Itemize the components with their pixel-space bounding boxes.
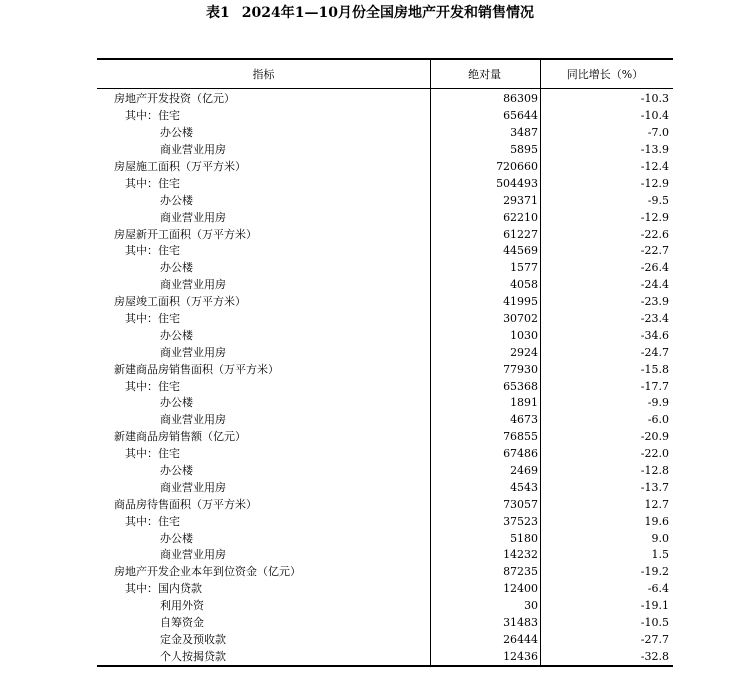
indicator-cell: 其中：住宅: [125, 312, 180, 326]
indicator-cell: 办公楼: [160, 126, 193, 140]
yoy-growth-cell: -24.7: [541, 344, 673, 361]
yoy-growth-cell: -12.9: [541, 209, 673, 226]
indicator-cell: 办公楼: [160, 193, 193, 207]
absolute-value-cell: 1030: [431, 327, 541, 344]
table-row: [97, 243, 673, 260]
yoy-growth-cell: 1.5: [541, 547, 673, 564]
table-row: [97, 311, 673, 328]
indicator-cell: 商业营业用房: [160, 548, 226, 562]
absolute-value-cell: 504493: [431, 175, 541, 192]
indicator-cell: 其中：住宅: [125, 244, 180, 258]
indicator-cell: 房屋施工面积（万平方米）: [114, 160, 246, 173]
absolute-value-cell: 87235: [431, 564, 541, 581]
indicator-cell: 其中：住宅: [125, 379, 180, 393]
absolute-value-cell: 5895: [431, 142, 541, 159]
table-row: [97, 581, 673, 598]
table-row: [97, 463, 673, 480]
indicator-cell: 其中：住宅: [125, 514, 180, 528]
header-indicator: 指标: [97, 59, 431, 89]
indicator-cell: 房屋新开工面积（万平方米）: [114, 227, 257, 241]
yoy-growth-cell: -12.8: [541, 463, 673, 480]
table-row: [97, 277, 673, 294]
indicator-cell: 商品房待售面积（万平方米）: [114, 497, 257, 511]
indicator-cell: 商业营业用房: [160, 143, 226, 157]
statistics-table: [97, 58, 673, 667]
table-row: [97, 564, 673, 581]
table-number: 表1: [206, 5, 230, 21]
yoy-growth-cell: -23.9: [541, 294, 673, 311]
absolute-value-cell: 3487: [431, 125, 541, 142]
absolute-value-cell: 73057: [431, 496, 541, 513]
indicator-cell: 商业营业用房: [160, 345, 226, 359]
absolute-value-cell: 14232: [431, 547, 541, 564]
yoy-growth-cell: -32.8: [541, 648, 673, 666]
yoy-growth-cell: -17.7: [541, 378, 673, 395]
table-row: [97, 327, 673, 344]
table-row: [97, 378, 673, 395]
yoy-growth-cell: -10.3: [541, 89, 673, 108]
absolute-value-cell: 1577: [431, 260, 541, 277]
absolute-value-cell: 86309: [431, 89, 541, 108]
table-title-text: 2024年1—10月份全国房地产开发和销售情况: [241, 5, 534, 21]
indicator-cell: 其中：住宅: [125, 447, 180, 461]
yoy-growth-cell: -15.8: [541, 361, 673, 378]
table-row: [97, 175, 673, 192]
table-row: [97, 89, 673, 108]
absolute-value-cell: 62210: [431, 209, 541, 226]
table-body: [97, 89, 673, 667]
table-row: [97, 632, 673, 649]
header-absolute-value: 绝对量: [431, 59, 541, 89]
table-row: [97, 209, 673, 226]
absolute-value-cell: 76855: [431, 429, 541, 446]
table-row: [97, 125, 673, 142]
yoy-growth-cell: -22.7: [541, 243, 673, 260]
table-header-row: [97, 59, 673, 89]
absolute-value-cell: 26444: [431, 632, 541, 649]
table-row: [97, 479, 673, 496]
absolute-value-cell: 4543: [431, 479, 541, 496]
absolute-value-cell: 31483: [431, 615, 541, 632]
table-row: [97, 226, 673, 243]
indicator-cell: 其中：住宅: [125, 176, 180, 190]
table-row: [97, 395, 673, 412]
absolute-value-cell: 4673: [431, 412, 541, 429]
yoy-growth-cell: 12.7: [541, 496, 673, 513]
yoy-growth-cell: -13.7: [541, 479, 673, 496]
yoy-growth-cell: -12.9: [541, 175, 673, 192]
table-row: [97, 159, 673, 176]
table-row: [97, 513, 673, 530]
indicator-cell: 办公楼: [160, 464, 193, 478]
indicator-cell: 新建商品房销售额（亿元）: [114, 430, 246, 444]
absolute-value-cell: 61227: [431, 226, 541, 243]
indicator-cell: 利用外资: [160, 599, 204, 613]
yoy-growth-cell: -34.6: [541, 327, 673, 344]
indicator-cell: 新建商品房销售面积（万平方米）: [114, 362, 279, 376]
table-row: [97, 547, 673, 564]
absolute-value-cell: 37523: [431, 513, 541, 530]
absolute-value-cell: 2469: [431, 463, 541, 480]
table-row: [97, 344, 673, 361]
indicator-cell: 其中：国内贷款: [125, 582, 202, 596]
indicator-cell: 房地产开发投资（亿元）: [114, 92, 235, 106]
table-row: [97, 142, 673, 159]
absolute-value-cell: 44569: [431, 243, 541, 260]
yoy-growth-cell: -22.0: [541, 446, 673, 463]
yoy-growth-cell: -27.7: [541, 632, 673, 649]
yoy-growth-cell: -13.9: [541, 142, 673, 159]
yoy-growth-cell: -10.5: [541, 615, 673, 632]
table-row: [97, 615, 673, 632]
table-row: [97, 429, 673, 446]
absolute-value-cell: 5180: [431, 530, 541, 547]
indicator-cell: 办公楼: [160, 261, 193, 275]
yoy-growth-cell: 9.0: [541, 530, 673, 547]
table-row: [97, 446, 673, 463]
table-row: [97, 598, 673, 615]
absolute-value-cell: 12400: [431, 581, 541, 598]
indicator-cell: 商业营业用房: [160, 278, 226, 292]
yoy-growth-cell: -26.4: [541, 260, 673, 277]
indicator-cell: 办公楼: [160, 328, 193, 342]
absolute-value-cell: 65368: [431, 378, 541, 395]
indicator-cell: 个人按揭贷款: [97, 648, 431, 666]
indicator-cell: 定金及预收款: [160, 632, 226, 646]
indicator-cell: 商业营业用房: [160, 480, 226, 494]
indicator-cell: 商业营业用房: [160, 210, 226, 224]
table-row: [97, 648, 673, 666]
yoy-growth-cell: -19.2: [541, 564, 673, 581]
indicator-cell: 办公楼: [160, 531, 193, 545]
yoy-growth-cell: -24.4: [541, 277, 673, 294]
table-row: [97, 412, 673, 429]
yoy-growth-cell: -22.6: [541, 226, 673, 243]
table-row: [97, 108, 673, 125]
table-row: [97, 361, 673, 378]
indicator-cell: 房屋竣工面积（万平方米）: [114, 295, 246, 309]
absolute-value-cell: 29371: [431, 192, 541, 209]
table-row: [97, 496, 673, 513]
table-title: [0, 4, 740, 22]
table-row: [97, 260, 673, 277]
yoy-growth-cell: -6.4: [541, 581, 673, 598]
table-row: [97, 192, 673, 209]
yoy-growth-cell: -20.9: [541, 429, 673, 446]
yoy-growth-cell: -6.0: [541, 412, 673, 429]
yoy-growth-cell: -10.4: [541, 108, 673, 125]
indicator-cell: 自筹资金: [160, 616, 204, 630]
indicator-cell: 房地产开发企业本年到位资金（亿元）: [114, 565, 301, 579]
header-yoy-growth: 同比增长（%）: [541, 59, 673, 89]
yoy-growth-cell: -9.5: [541, 192, 673, 209]
table-row: [97, 294, 673, 311]
absolute-value-cell: 77930: [431, 361, 541, 378]
yoy-growth-cell: 19.6: [541, 513, 673, 530]
indicator-cell: 办公楼: [160, 396, 193, 410]
yoy-growth-cell: -19.1: [541, 598, 673, 615]
yoy-growth-cell: -7.0: [541, 125, 673, 142]
indicator-cell: 其中：住宅: [125, 109, 180, 123]
absolute-value-cell: 4058: [431, 277, 541, 294]
absolute-value-cell: 30: [431, 598, 541, 615]
yoy-growth-cell: -23.4: [541, 311, 673, 328]
yoy-growth-cell: -12.4: [541, 159, 673, 176]
absolute-value-cell: 1891: [431, 395, 541, 412]
absolute-value-cell: 2924: [431, 344, 541, 361]
table-row: [97, 530, 673, 547]
absolute-value-cell: 41995: [431, 294, 541, 311]
indicator-cell: 商业营业用房: [160, 413, 226, 427]
absolute-value-cell: 67486: [431, 446, 541, 463]
absolute-value-cell: 30702: [431, 311, 541, 328]
absolute-value-cell: 65644: [431, 108, 541, 125]
yoy-growth-cell: -9.9: [541, 395, 673, 412]
absolute-value-cell: 12436: [431, 648, 541, 666]
absolute-value-cell: 720660: [431, 159, 541, 176]
